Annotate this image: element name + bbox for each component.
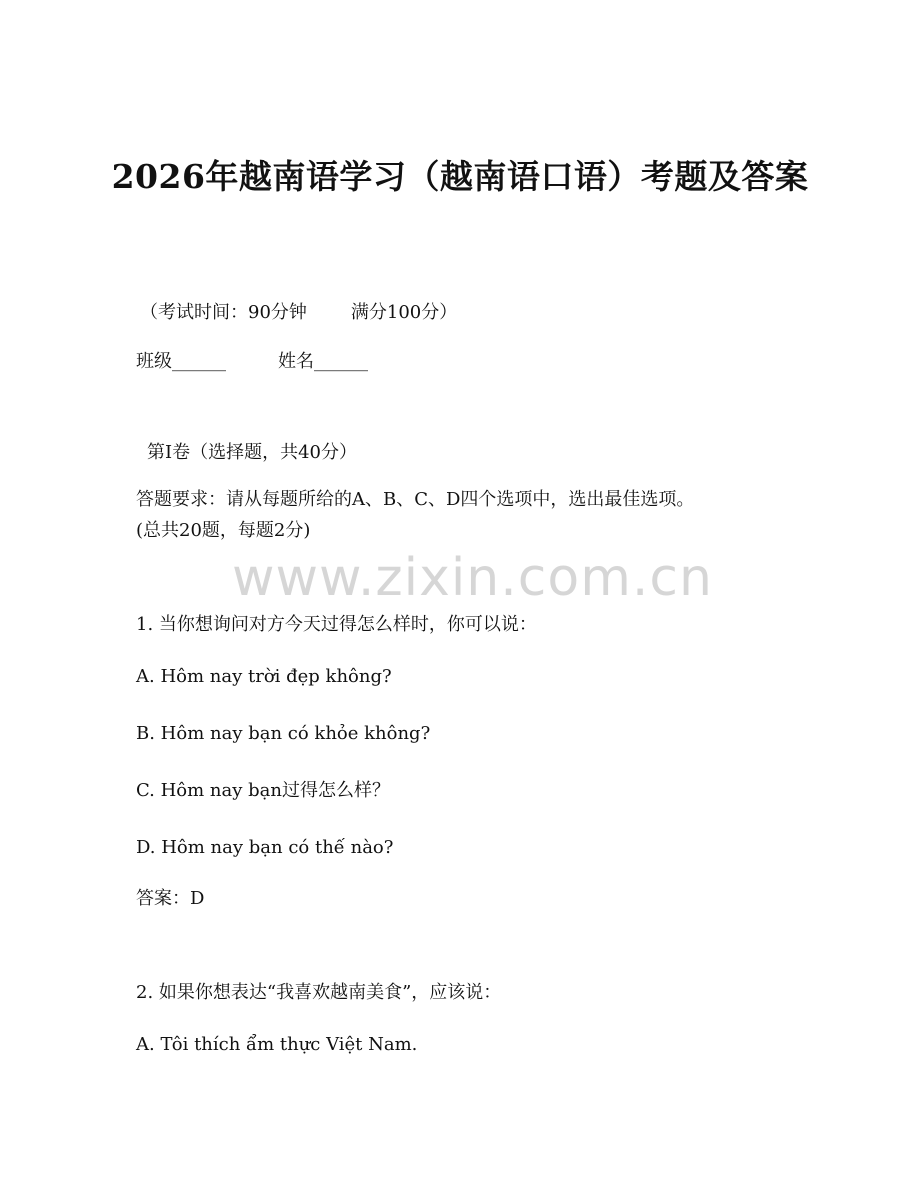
watermark: www.zixin.com.cn: [232, 548, 713, 608]
document-title: 2026年越南语学习（越南语口语）考题及答案: [111, 157, 809, 196]
answer: 答案：D: [136, 888, 205, 909]
question-stem: 1. 当你想询问对方今天过得怎么样时，你可以说：: [136, 614, 537, 635]
section-instruction-score: (总共20题，每题2分): [136, 520, 311, 541]
name-field: 姓名______: [278, 351, 368, 372]
section-instruction: 答题要求：请从每题所给的A、B、C、D四个选项中，选出最佳选项。: [136, 489, 695, 510]
exam-time: （考试时间：90分钟: [140, 302, 307, 323]
option-a: A. Hôm nay trời đẹp không?: [136, 666, 392, 687]
exam-score: 满分100分）: [350, 302, 458, 323]
section-heading: 第Ⅰ卷（选择题，共40分）: [147, 442, 358, 463]
option-c: C. Hôm nay bạn过得怎么样？: [136, 780, 390, 801]
option-d: D. Hôm nay bạn có thế nào?: [136, 837, 394, 858]
option-a: A. Tôi thích ẩm thực Việt Nam.: [136, 1034, 418, 1055]
exam-info: [140, 300, 457, 326]
option-b: B. Hôm nay bạn có khỏe không?: [136, 723, 431, 744]
class-field: 班级______: [136, 351, 226, 372]
question-stem: 2. 如果你想表达“我喜欢越南美食”，应该说：: [136, 982, 502, 1003]
student-info: [136, 349, 368, 375]
